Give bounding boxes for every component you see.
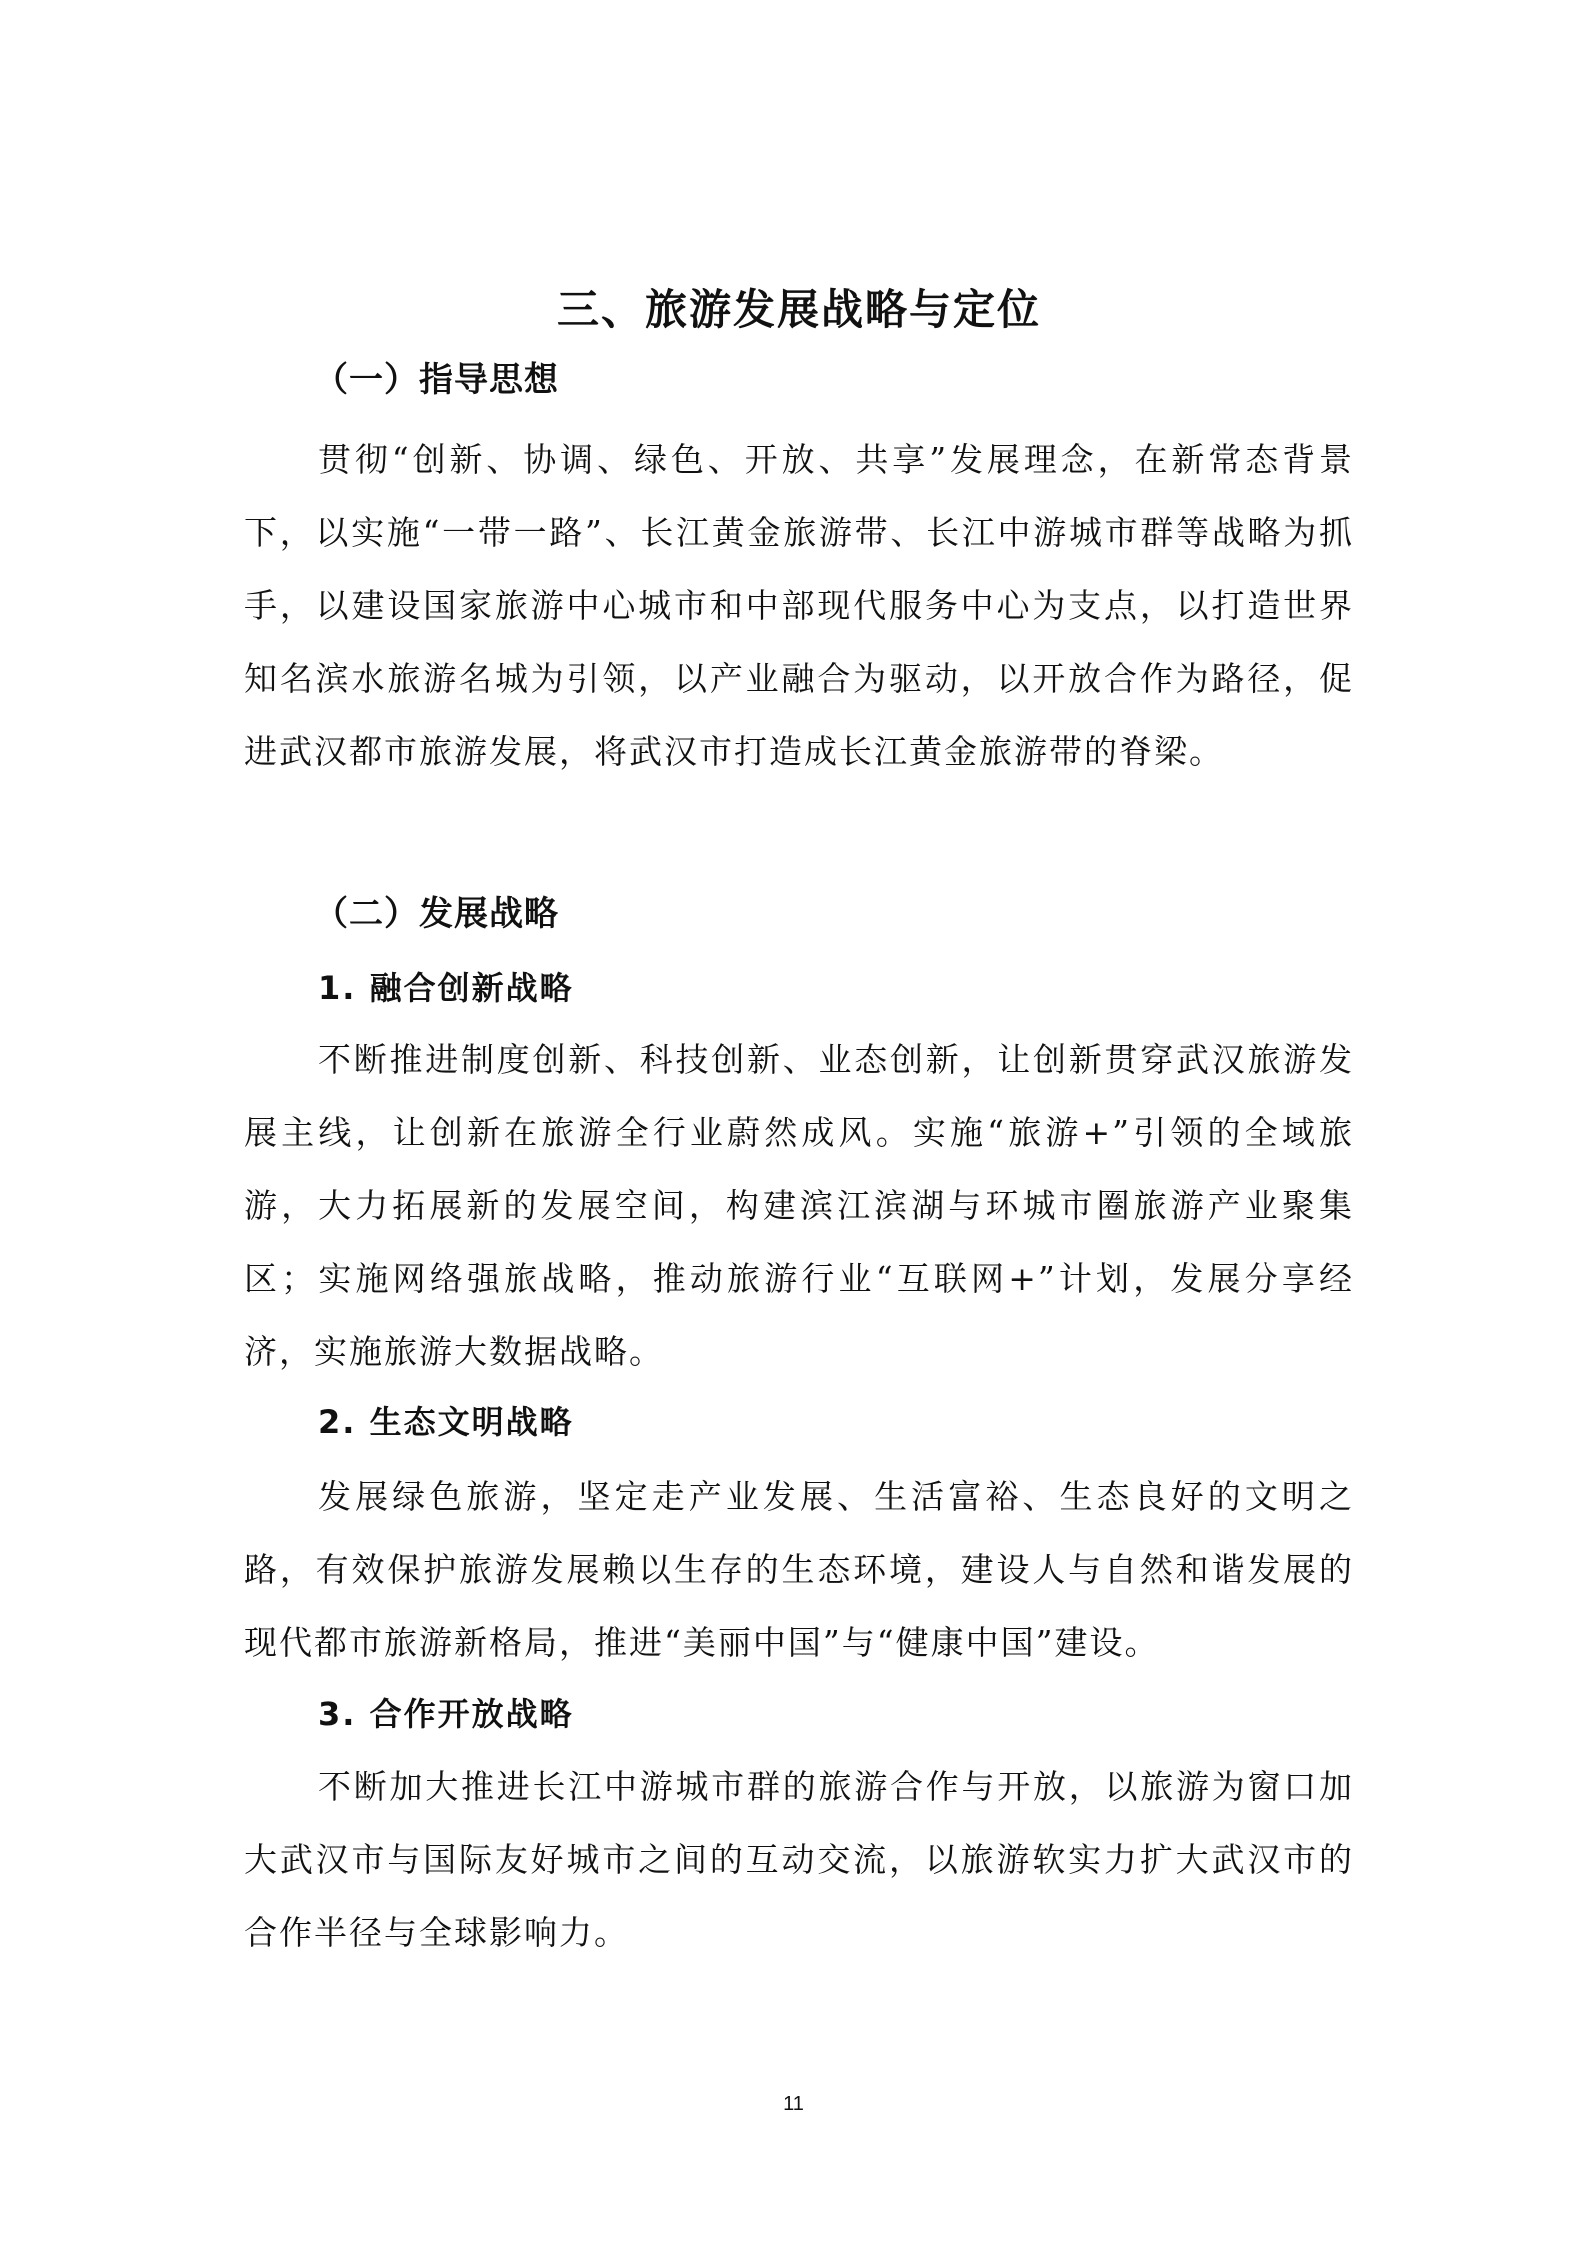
section-heading-guiding-thought: （一）指导思想 xyxy=(314,360,559,400)
cooperation-opening-paragraph: 不断加大推进长江中游城市群的旅游合作与开放，以旅游为窗口加大武汉市与国际友好城市之间的互动交流，以旅游软实力扩大武汉市的合作半径与全球影响力。 xyxy=(244,1767,1354,1952)
integration-innovation-paragraph: 不断推进制度创新、科技创新、业态创新，让创新贯穿武汉旅游发展主线，让创新在旅游全行业蔚然成风。实施“旅游+”引领的全域旅游，大力拓展新的发展空间，构建滨江滨湖与环城市圈旅游产业聚集区；实施网络强旅战略，推动旅游行业“互联网+”计划，发展分享经济，实施旅游大数据战略。 xyxy=(244,1040,1354,1371)
page-number: 11 xyxy=(783,2093,804,2115)
subheading-cooperation-opening: 3. 合作开放战略 xyxy=(318,1695,574,1733)
guiding-thought-paragraph: 贯彻“创新、协调、绿色、开放、共享”发展理念，在新常态背景下，以实施“一带一路”、长江黄金旅游带、长江中游城市群等战略为抓手，以建设国家旅游中心城市和中部现代服务中心为支点，以打造世界知名滨水旅游名城为引领，以产业融合为驱动，以开放合作为路径，促进武汉都市旅游发展，将武汉市打造成长江黄金旅游带的脊梁。 xyxy=(244,440,1354,771)
ecological-civilization-paragraph: 发展绿色旅游，坚定走产业发展、生活富裕、生态良好的文明之路，有效保护旅游发展赖以生存的生态环境，建设人与自然和谐发展的现代都市旅游新格局，推进“美丽中国”与“健康中国”建设。 xyxy=(244,1477,1354,1662)
subheading-integration-innovation: 1. 融合创新战略 xyxy=(318,969,574,1007)
section-heading-development-strategy: （二）发展战略 xyxy=(314,894,559,934)
subheading-ecological-civilization: 2. 生态文明战略 xyxy=(318,1403,574,1441)
page-title: 三、旅游发展战略与定位 xyxy=(556,285,1041,335)
